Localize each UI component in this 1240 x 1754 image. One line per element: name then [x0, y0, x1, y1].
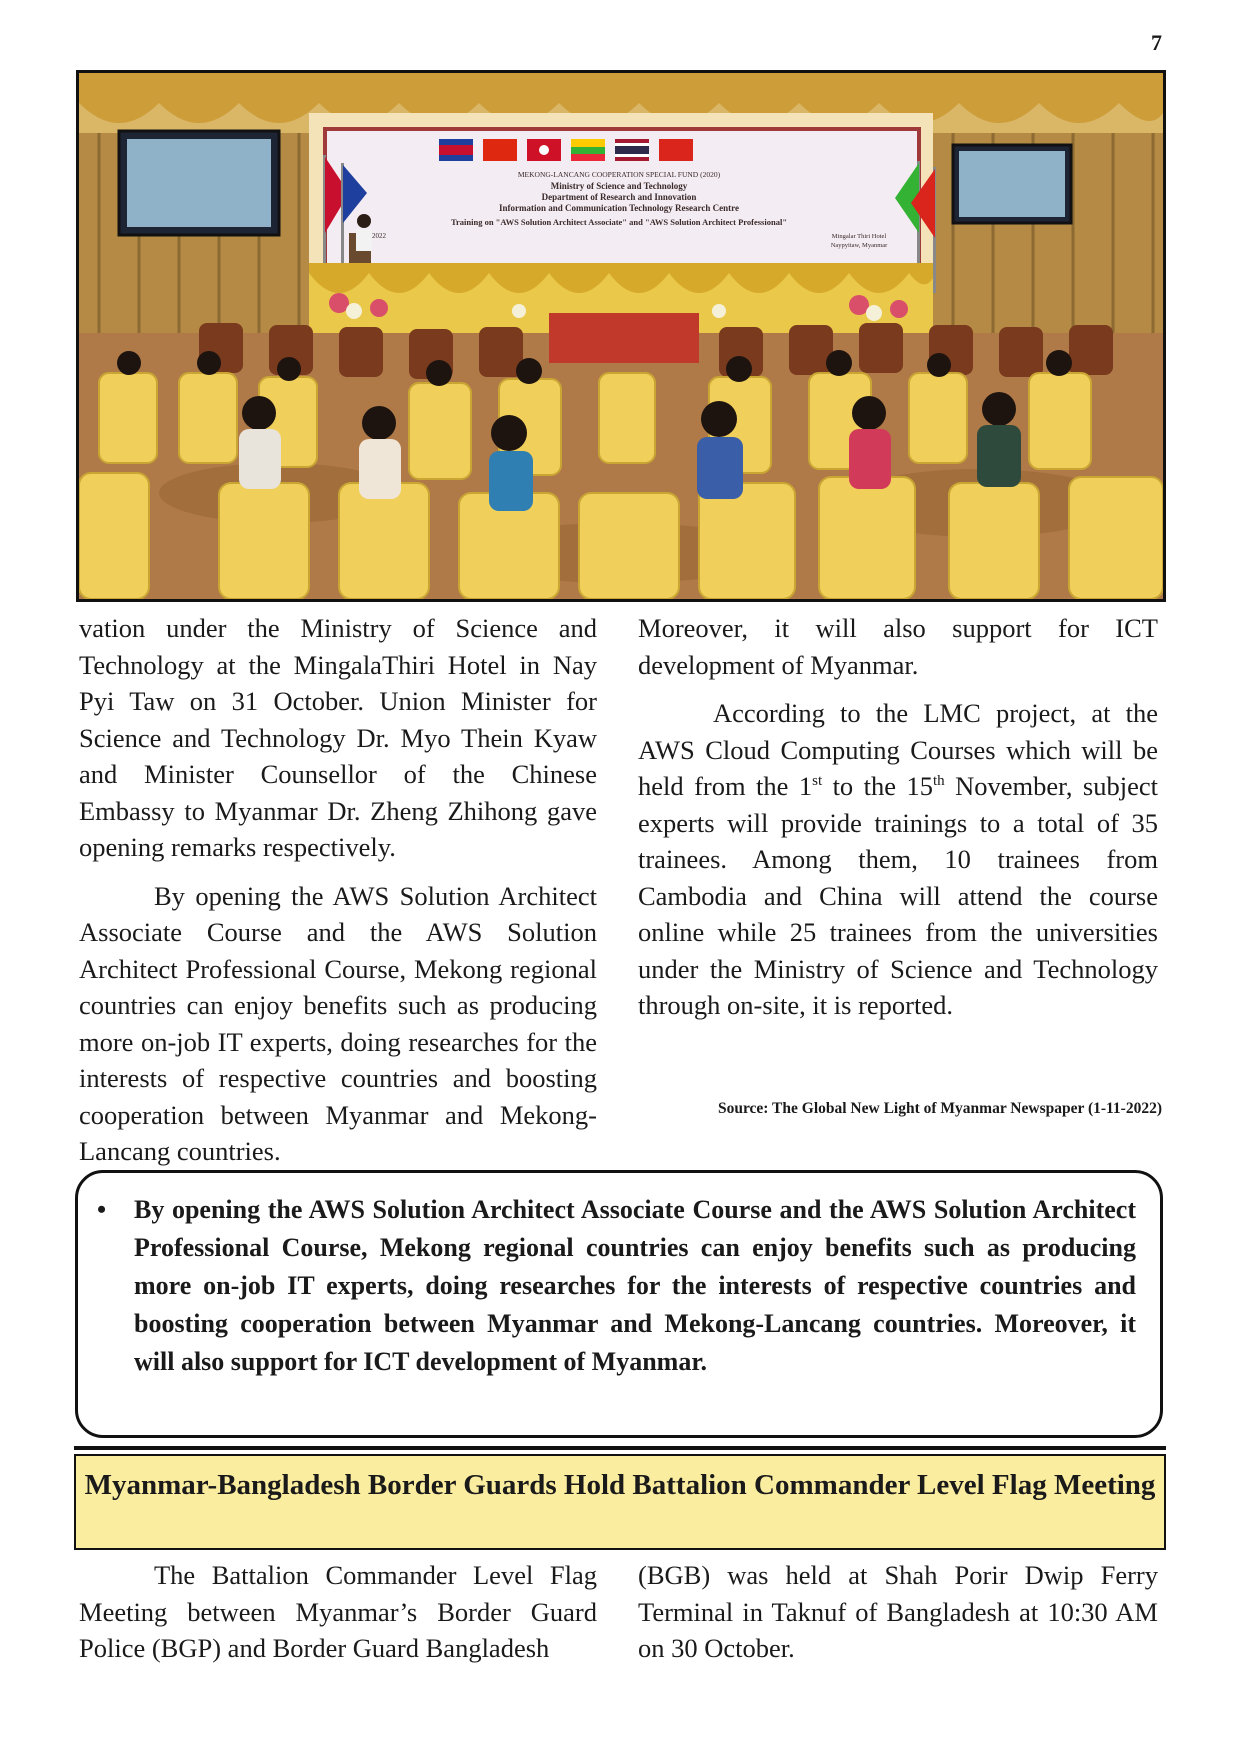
article-headline: Myanmar-Bangladesh Border Guards Hold Battalion Commander Level Flag Meeting [74, 1454, 1166, 1550]
article-right-column [638, 610, 1158, 1024]
article2-left-column [79, 1557, 597, 1667]
banner-line-5: Training on "AWS Solution Architect Associate" and "AWS Solution Architect Professional" [450, 217, 788, 227]
banner-line-1: MEKONG-LANCANG COOPERATION SPECIAL FUND (2020) [517, 170, 721, 179]
article-paragraph: vation under the Ministry of Science and Technology at the MingalaThiri Hotel in Nay Pyi Taw on 31 October. Union Minister for Science and Technology Dr. Myo Thein Kyaw and Minister Counsellor of the Chinese Embassy to Myanmar Dr. Zheng Zhihong gave opening remarks respectively. [79, 613, 597, 862]
article-paragraph: The Battalion Commander Level Flag Meeting between Myanmar’s Border Guard Police (BGP) and Border Guard Bangladesh [79, 1560, 597, 1663]
banner-venue-2: Naypyitaw, Myanmar [830, 242, 888, 249]
paragraph-text: According to the LMC project, at the AWS Cloud Computing Courses which will be held from the 1 [638, 698, 1158, 801]
banner-venue-1: Mingalar Thiri Hotel [831, 233, 887, 240]
section-divider [74, 1446, 1166, 1450]
ordinal-suffix: st [812, 773, 823, 790]
paragraph-text: November, subject experts will provide trainings to a total of 35 trainees. Among them, 10 trainees from Cambodia and China will attend the course online while 25 trainees from the universities under the Ministry of Science and Technology through on-site, it is reported. [638, 771, 1158, 1020]
article-paragraph: By opening the AWS Solution Architect Associate Course and the AWS Solution Architect Professional Course, Mekong regional countries can enjoy benefits such as producing more on-job IT experts, doing researches for the interests of respective countries and boosting cooperation between Myanmar and Mekong-Lancang countries. [79, 880, 597, 1166]
article-paragraph: (BGB) was held at Shah Porir Dwip Ferry Terminal in Taknuf of Bangladesh at 10:30 AM on 30 October. [638, 1560, 1158, 1663]
article2-right-column [638, 1557, 1158, 1667]
callout-text: By opening the AWS Solution Architect Associate Course and the AWS Solution Architect Professional Course, Mekong regional countries can enjoy benefits such as producing more on-job IT experts, doing researches for the interests of respective countries and boosting cooperation between Myanmar and Mekong-Lancang countries. Moreover, it will also support for ICT development of Myanmar. [134, 1195, 1136, 1376]
paragraph-text: to the 15 [822, 771, 933, 801]
page-number: 7 [1151, 30, 1162, 55]
banner-line-3: Department of Research and Innovation [541, 192, 697, 202]
article-paragraph: Moreover, it will also support for ICT development of Myanmar. [638, 613, 1158, 680]
banner-year: 2022 [372, 232, 386, 240]
banner-line-4: Information and Communication Technology Research Centre [499, 203, 739, 213]
bullet-icon: • [97, 1195, 107, 1224]
banner-line-2: Ministry of Science and Technology [550, 181, 688, 191]
event-photo [76, 70, 1166, 602]
article-left-column [79, 610, 597, 1170]
source-citation: Source: The Global New Light of Myanmar Newspaper (1-11-2022) [717, 1100, 1162, 1117]
ordinal-suffix: th [932, 773, 945, 790]
article-paragraph [638, 695, 1158, 1024]
highlight-callout [75, 1170, 1163, 1438]
